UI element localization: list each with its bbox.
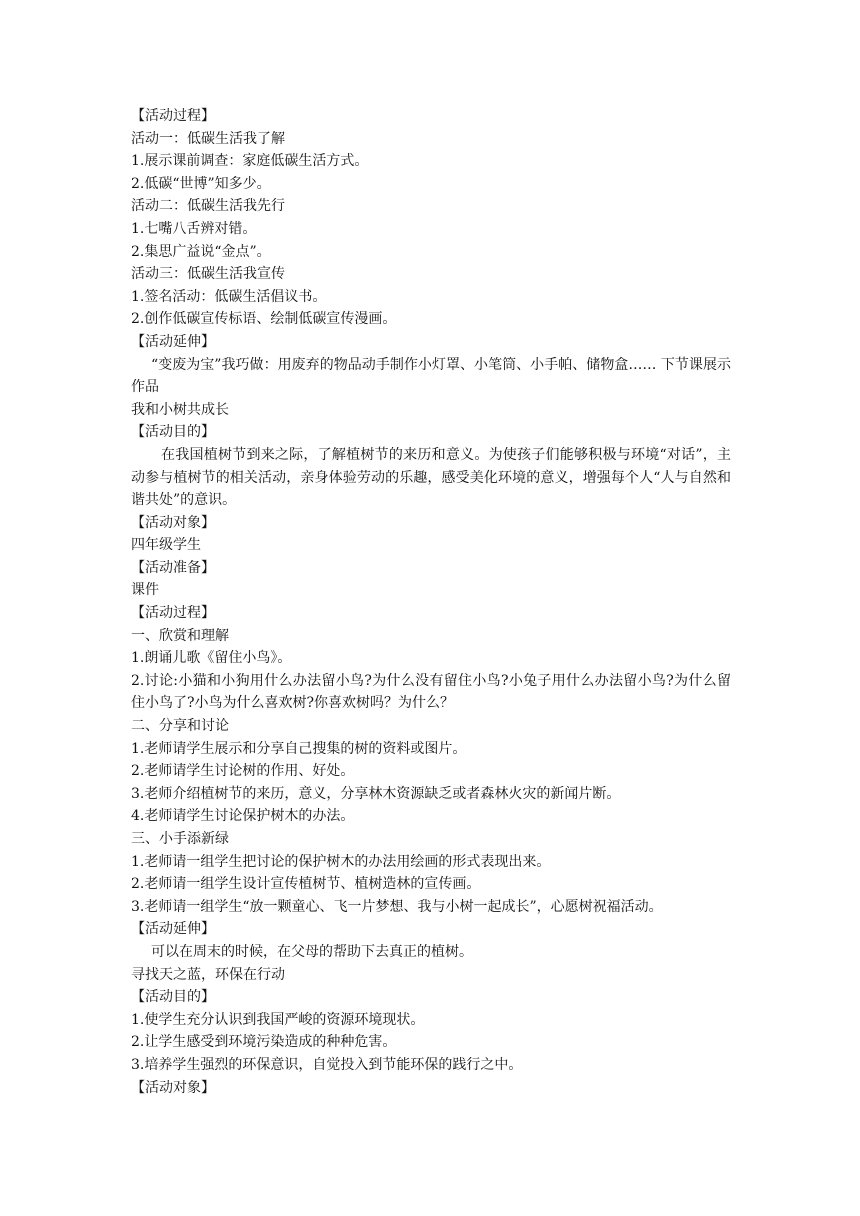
paragraph: “变废为宝”我巧做：用废弃的物品动手制作小灯罩、小笔筒、小手帕、储物盒…… 下节课展示作品	[131, 356, 731, 396]
section-heading: 【活动对象】	[131, 1079, 215, 1096]
activity-title: 活动一：低碳生活我了解	[131, 130, 285, 147]
part-title: 一、欣赏和理解	[131, 627, 229, 644]
list-item: 3.老师请一组学生“放一颗童心、飞一片梦想、我与小树一起成长”，心愿树祝福活动。	[131, 898, 663, 915]
section-heading: 【活动对象】	[131, 514, 215, 531]
list-item: 1.老师请一组学生把讨论的保护树木的办法用绘画的形式表现出来。	[131, 853, 551, 870]
body-text: 课件	[131, 582, 159, 599]
section-title: 寻找天之蓝，环保在行动	[131, 966, 285, 983]
list-item: 1.签名活动：低碳生活倡议书。	[131, 288, 327, 305]
paragraph: 在我国植树节到来之际，了解植树节的来历和意义。为使孩子们能够积极与环境“对话”，主动参与植树节的相关活动，亲身体验劳动的乐趣，感受美化环境的意义，增强每个人“人与自然和谐共处”的意识。	[131, 446, 731, 509]
body-text: 四年级学生	[131, 537, 201, 554]
list-item: 3.培养学生强烈的环保意识，自觉投入到节能环保的践行之中。	[131, 1056, 523, 1073]
list-item: 2.让学生感受到环境污染造成的种种危害。	[131, 1034, 397, 1051]
part-title: 三、小手添新绿	[131, 831, 229, 847]
list-item: 3.老师介绍植树节的来历，意义，分享林木资源缺乏或者森林火灾的新闻片断。	[131, 785, 621, 802]
list-item: 2.老师请学生讨论树的作用、好处。	[131, 763, 355, 780]
section-heading: 【活动过程】	[131, 605, 215, 622]
section-heading: 【活动过程】	[131, 108, 215, 124]
list-item: 1.七嘴八舌辨对错。	[131, 220, 257, 237]
activity-title: 活动三：低碳生活我宣传	[131, 266, 285, 283]
section-heading: 【活动准备】	[131, 559, 215, 576]
list-item: 2.老师请一组学生设计宣传植树节、植树造林的宣传画。	[131, 876, 481, 893]
section-heading: 【活动目的】	[131, 989, 215, 1006]
list-item: 1.展示课前调查：家庭低碳生活方式。	[131, 153, 369, 170]
list-item: 2.创作低碳宣传标语、绘制低碳宣传漫画。	[131, 311, 397, 328]
section-title: 我和小树共成长	[131, 401, 229, 418]
list-item: 4.老师请学生讨论保护树木的办法。	[131, 808, 355, 825]
part-title: 二、分享和讨论	[131, 718, 229, 735]
section-heading: 【活动延伸】	[131, 921, 215, 938]
section-heading: 【活动延伸】	[131, 333, 215, 350]
list-item: 2.集思广益说“金点”。	[131, 243, 271, 260]
list-item: 1.朗诵儿歌《留住小鸟》。	[131, 650, 292, 667]
list-item: 1.使学生充分认识到我国严峻的资源环境现状。	[131, 1011, 425, 1028]
list-item: 2.讨论:小猫和小狗用什么办法留小鸟?为什么没有留住小鸟?小兔子用什么办法留小鸟?为什么留住小鸟了?小鸟为什么喜欢树?你喜欢树吗？为什么？	[131, 672, 731, 712]
paragraph: 可以在周末的时候，在父母的帮助下去真正的植树。	[151, 943, 473, 960]
list-item: 1.老师请学生展示和分享自己搜集的树的资料或图片。	[131, 740, 467, 757]
list-item: 2.低碳“世博”知多少。	[131, 175, 271, 192]
section-heading: 【活动目的】	[131, 424, 215, 441]
activity-title: 活动二：低碳生活我先行	[131, 198, 285, 215]
document-body	[131, 105, 731, 1099]
